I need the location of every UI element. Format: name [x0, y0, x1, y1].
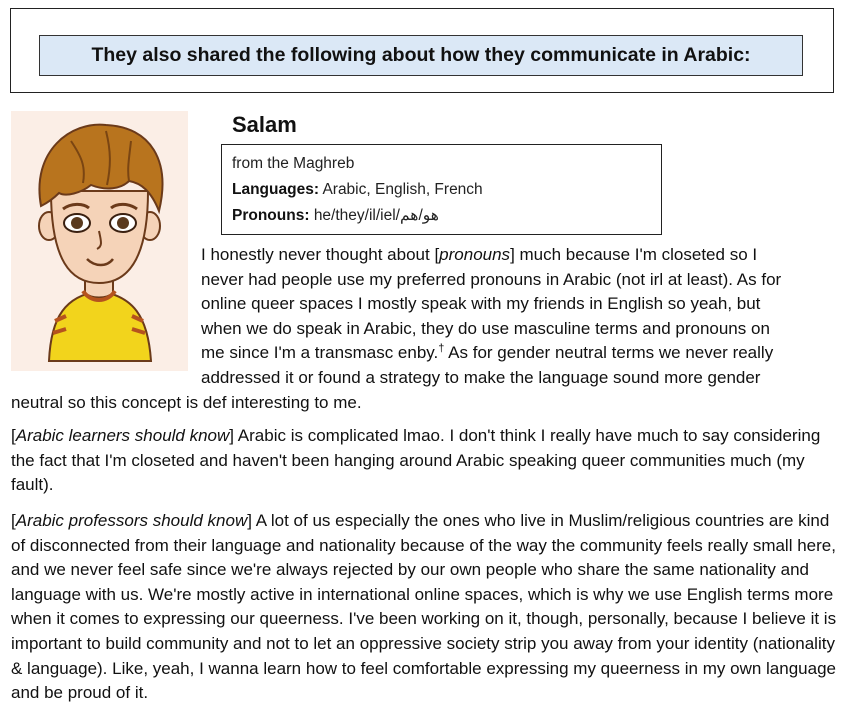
italic-arabic-learners: Arabic learners should know — [15, 426, 230, 445]
languages-label: Languages: — [232, 181, 319, 198]
paragraph-pronouns: I honestly never thought about [pronouns] much because I'm closeted so I never had people use my preferred pronouns in Arabic (not irl at least). As for online queer spaces I mostly speak with my friends in English so yeah, but when we do speak in Arabic, they do use masculine terms and pronouns on me since I'm a transmasc enby.† As for gender neutral terms we never really addressed it or found a strategy to make the language sound more gender neutral so this concept is def interesting to me. — [11, 245, 782, 412]
profile-info-box — [221, 144, 662, 235]
header-frame — [10, 8, 834, 93]
profile-languages — [232, 177, 661, 203]
pronouns-label: Pronouns: — [232, 207, 310, 224]
italic-arabic-professors: Arabic professors should know — [15, 511, 248, 530]
profile-pronouns — [232, 203, 661, 229]
profile-origin: from the Maghreb — [232, 155, 355, 172]
paragraph-arabic-learners: [Arabic learners should know] Arabic is complicated lmao. I don't think I really have much to say considering the fact that I'm closeted and haven't been hanging around Arabic speaking queer communities much (my fault). — [11, 426, 821, 495]
profile-name: Salam — [232, 112, 297, 137]
pronouns-value: he/they/il/iel/هو/هم — [313, 207, 439, 224]
header-title: They also shared the following about how they communicate in Arabic: — [39, 35, 803, 76]
languages-value: Arabic, English, French — [322, 181, 483, 198]
footnote-dagger: † — [438, 342, 445, 355]
italic-pronouns: pronouns — [439, 245, 511, 264]
paragraph-arabic-professors: [Arabic professors should know] A lot of us especially the ones who live in Muslim/religious countries are kind of disconnected from their language and nationality because of the way the community feels really small here, and we never feel safe since we're always rejected by our own people who share the same nationality and language with us. We're mostly active in international online spaces, which is why we use English terms more when it comes to expressing our queerness. I've been working on it, though, personally, because I believe it is important to build community and not to let an oppressive society strip you away from your identity (nationality & language). Like, yeah, I wanna learn how to feel comfortable expressing my queerness in my own language and be proud of it. — [11, 511, 837, 703]
